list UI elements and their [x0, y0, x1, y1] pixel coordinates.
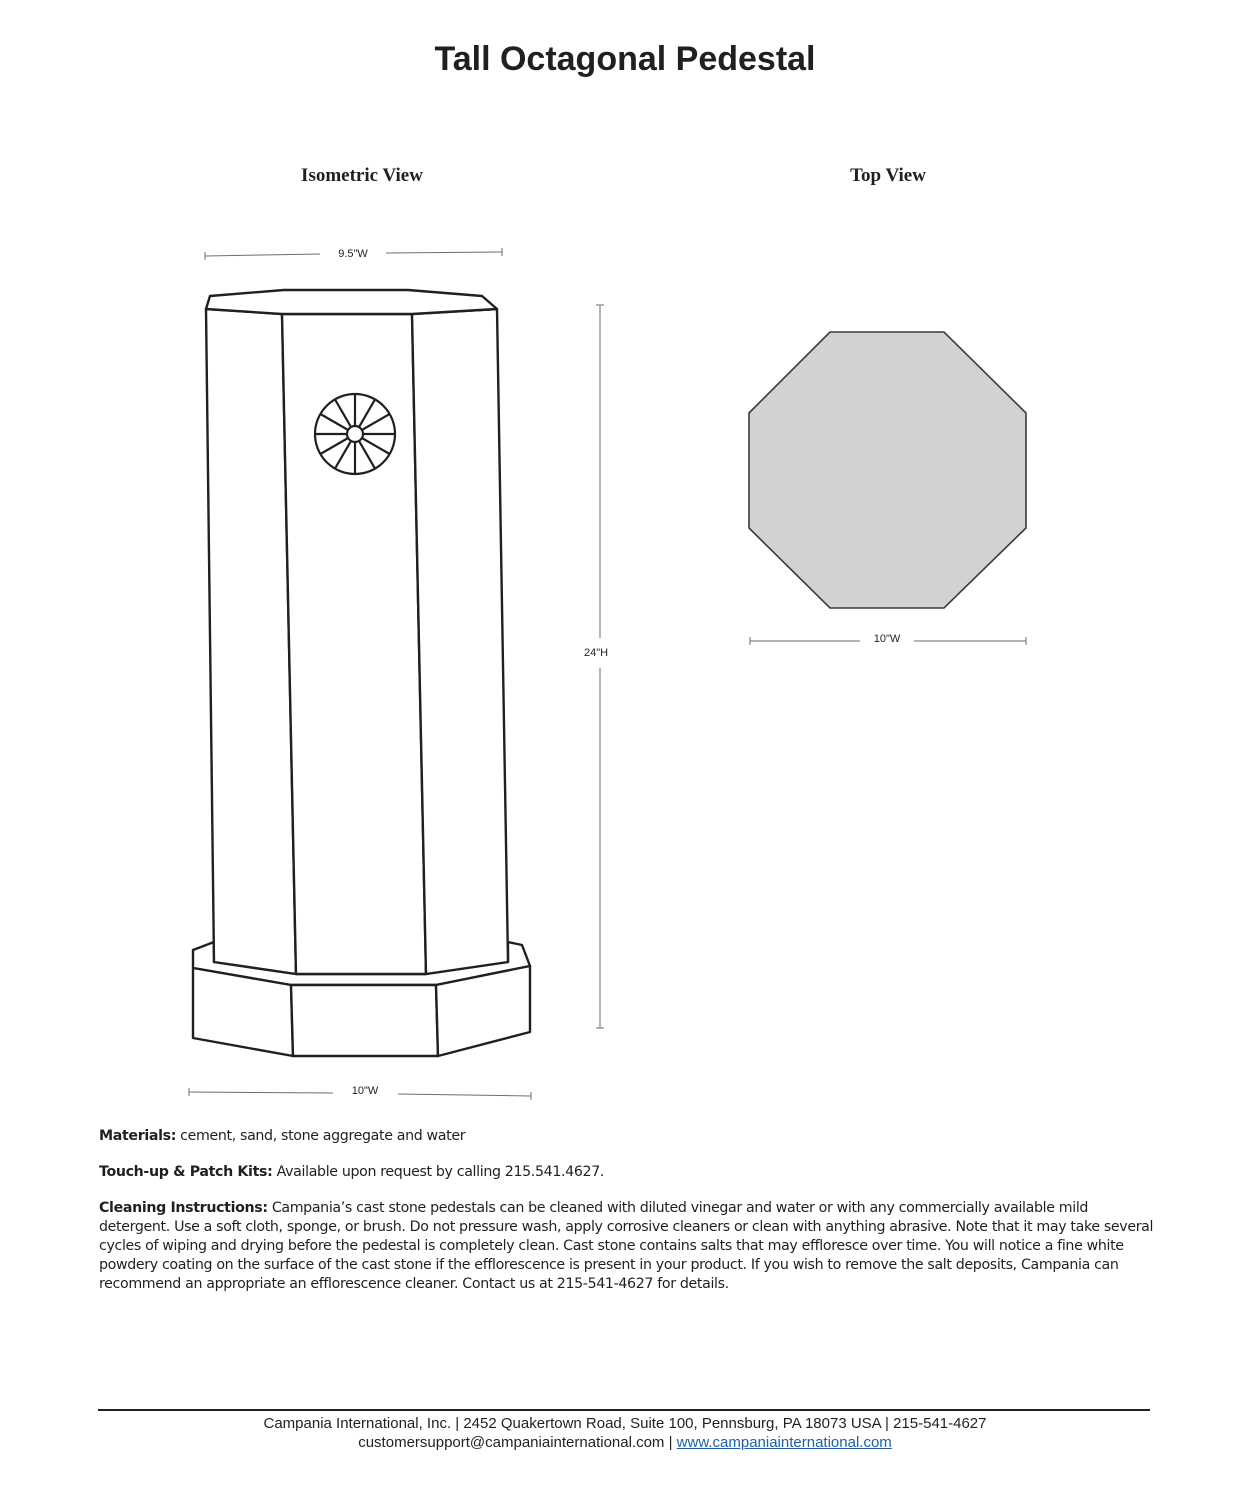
footer-address: Campania International, Inc. | 2452 Quakertown Road, Suite 100, Pennsburg, PA 18073 USA | 215-541-4627	[263, 1415, 987, 1432]
materials-text: cement, sand, stone aggregate and water	[176, 1128, 466, 1144]
cleaning-section	[99, 1199, 1154, 1294]
top-view-octagon	[749, 332, 1026, 608]
footer-contact	[0, 1433, 1250, 1452]
top-view-heading: Top View	[850, 165, 926, 186]
cleaning-label: Cleaning Instructions:	[99, 1200, 268, 1216]
footer-separator: |	[664, 1434, 677, 1451]
top-view-width-label: 10"W	[873, 633, 901, 645]
touchup-section	[99, 1163, 1154, 1182]
footer	[0, 1414, 1250, 1452]
cleaning-text: Campania’s cast stone pedestals can be cleaned with diluted vinegar and water or with any commercially available mild detergent. Use a soft cloth, sponge, or brush. Do not pressure wash, apply corrosive cleaners or clean with anything abrasive. Note that it may take several cycles of wiping and drying before the pedestal is completely clean. Cast stone contains salts that may effloresce over time. You will notice a fine white powdery coating on the surface of the cast stone if the efflorescence is present in your product. If you wish to remove the salt deposits, Campania can recommend an appropriate an efflorescence cleaner. Contact us at 215-541-4627 for details.	[99, 1200, 1154, 1292]
touchup-label: Touch-up & Patch Kits:	[99, 1164, 273, 1180]
materials-section	[99, 1127, 1154, 1146]
height-dimension	[596, 305, 604, 1028]
touchup-text: Available upon request by calling 215.541.4627.	[272, 1164, 605, 1180]
top-width-label: 9.5"W	[338, 248, 368, 260]
pedestal-isometric	[193, 290, 530, 1056]
website-link[interactable]: www.campaniainternational.com	[676, 1434, 892, 1451]
specifications	[99, 1127, 1154, 1311]
footer-divider	[98, 1409, 1150, 1411]
materials-label: Materials:	[99, 1128, 177, 1144]
base-width-label: 10"W	[351, 1085, 379, 1097]
isometric-view-heading: Isometric View	[301, 165, 423, 186]
footer-email: customersupport@campaniainternational.com	[358, 1434, 665, 1451]
page-title: Tall Octagonal Pedestal	[434, 40, 816, 78]
height-label: 24"H	[583, 647, 609, 659]
